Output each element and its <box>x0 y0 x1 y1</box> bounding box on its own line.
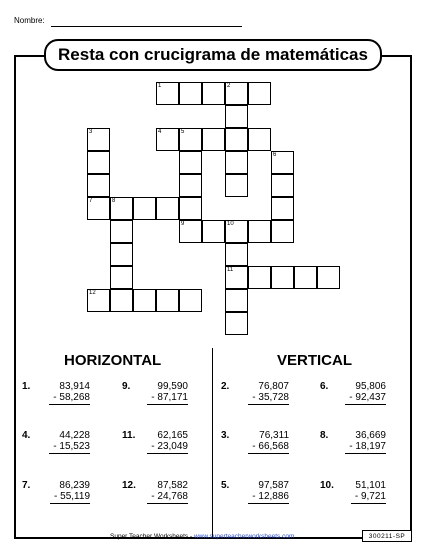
problem-number: 12. <box>122 480 136 491</box>
crossword-cell[interactable] <box>225 312 248 335</box>
subtrahend: - 92,437 <box>345 392 386 405</box>
minuend: 36,669 <box>355 430 386 441</box>
crossword-cell[interactable] <box>271 151 294 174</box>
horizontal-problem <box>122 381 188 421</box>
clue-number: 1 <box>158 83 162 89</box>
clue-number: 12 <box>89 290 96 296</box>
clue-number: 3 <box>89 129 93 135</box>
horizontal-problem <box>122 480 188 520</box>
minuend: 99,590 <box>157 381 188 392</box>
crossword-cell[interactable] <box>202 82 225 105</box>
clue-number: 9 <box>181 221 185 227</box>
minuend: 83,914 <box>59 381 90 392</box>
clue-number: 7 <box>89 198 93 204</box>
crossword-cell[interactable] <box>225 128 248 151</box>
minuend: 76,807 <box>258 381 289 392</box>
crossword-cell[interactable] <box>271 197 294 220</box>
minuend: 87,582 <box>157 480 188 491</box>
problem-number: 3. <box>221 430 230 441</box>
vertical-problem <box>221 480 289 520</box>
crossword-cell[interactable] <box>202 128 225 151</box>
crossword-cell[interactable] <box>156 289 179 312</box>
clue-number: 5 <box>181 129 185 135</box>
subtrahend: - 15,523 <box>49 441 90 454</box>
problem-number: 11. <box>122 430 136 441</box>
clue-number: 2 <box>227 83 231 89</box>
minuend: 62,165 <box>157 430 188 441</box>
problem-number: 5. <box>221 480 230 491</box>
vertical-problem <box>221 430 289 470</box>
crossword-cell[interactable] <box>110 197 133 220</box>
crossword-cell[interactable] <box>225 289 248 312</box>
crossword-cell[interactable] <box>202 220 225 243</box>
crossword-cell[interactable] <box>110 220 133 243</box>
crossword-cell[interactable] <box>179 151 202 174</box>
footer-credit <box>110 533 294 540</box>
crossword-cell[interactable] <box>87 289 110 312</box>
crossword-cell[interactable] <box>156 82 179 105</box>
crossword-cell[interactable] <box>248 266 271 289</box>
vertical-heading: VERTICAL <box>277 352 352 369</box>
subtrahend: - 87,171 <box>147 392 188 405</box>
crossword-cell[interactable] <box>225 105 248 128</box>
horizontal-problem <box>22 480 90 520</box>
crossword-cell[interactable] <box>179 82 202 105</box>
horizontal-problem <box>22 430 90 470</box>
worksheet-code: 300211-SP <box>362 530 412 542</box>
subtrahend: - 55,119 <box>50 491 90 504</box>
subtrahend: - 66,568 <box>248 441 289 454</box>
subtrahend: - 9,721 <box>351 491 386 504</box>
clue-number: 10 <box>227 221 234 227</box>
footer-url[interactable]: www.superteacherworksheets.com <box>193 533 295 540</box>
name-line[interactable] <box>51 26 242 27</box>
subtrahend: - 58,268 <box>49 392 90 405</box>
minuend: 95,806 <box>355 381 386 392</box>
crossword-cell[interactable] <box>271 220 294 243</box>
minuend: 44,228 <box>59 430 90 441</box>
crossword-cell[interactable] <box>156 197 179 220</box>
clue-number: 4 <box>158 129 162 135</box>
vertical-problem <box>320 381 386 421</box>
name-label: Nombre: <box>14 16 45 25</box>
problem-number: 8. <box>320 430 329 441</box>
crossword-cell[interactable] <box>156 128 179 151</box>
crossword-cell[interactable] <box>317 266 340 289</box>
problem-number: 9. <box>122 381 131 392</box>
clue-number: 11 <box>227 267 234 273</box>
crossword-cell[interactable] <box>294 266 317 289</box>
crossword-cell[interactable] <box>179 289 202 312</box>
clue-number: 8 <box>112 198 116 204</box>
problem-number: 7. <box>22 480 31 491</box>
problem-number: 2. <box>221 381 230 392</box>
crossword-cell[interactable] <box>271 174 294 197</box>
subtrahend: - 24,768 <box>147 491 188 504</box>
crossword-cell[interactable] <box>248 128 271 151</box>
crossword-cell[interactable] <box>225 266 248 289</box>
crossword-cell[interactable] <box>179 197 202 220</box>
subtrahend: - 12,886 <box>248 491 289 504</box>
crossword-cell[interactable] <box>179 174 202 197</box>
subtrahend: - 23,049 <box>147 441 188 454</box>
horizontal-problem <box>22 381 90 421</box>
crossword-cell[interactable] <box>248 82 271 105</box>
vertical-problem <box>320 430 386 470</box>
crossword-cell[interactable] <box>225 243 248 266</box>
crossword-cell[interactable] <box>110 243 133 266</box>
crossword-cell[interactable] <box>179 220 202 243</box>
crossword-cell[interactable] <box>133 289 156 312</box>
crossword-cell[interactable] <box>179 128 202 151</box>
minuend: 51,101 <box>355 480 386 491</box>
footer-site: Super Teacher Worksheets - <box>110 533 194 540</box>
crossword-cell[interactable] <box>225 82 248 105</box>
subtrahend: - 35,728 <box>248 392 289 405</box>
minuend: 76,311 <box>259 430 289 441</box>
crossword-cell[interactable] <box>133 197 156 220</box>
crossword-cell[interactable] <box>87 197 110 220</box>
clue-number: 6 <box>273 152 277 158</box>
crossword-cell[interactable] <box>87 174 110 197</box>
crossword-cell[interactable] <box>110 289 133 312</box>
horizontal-heading: HORIZONTAL <box>64 352 162 369</box>
vertical-problem <box>320 480 386 520</box>
problem-number: 1. <box>22 381 31 392</box>
crossword-cell[interactable] <box>225 151 248 174</box>
problem-number: 10. <box>320 480 334 491</box>
column-divider <box>212 348 213 538</box>
minuend: 97,587 <box>258 480 289 491</box>
crossword-cell[interactable] <box>225 220 248 243</box>
minuend: 86,239 <box>59 480 90 491</box>
subtrahend: - 18,197 <box>345 441 386 454</box>
problem-number: 4. <box>22 430 31 441</box>
crossword-cell[interactable] <box>87 128 110 151</box>
problem-number: 6. <box>320 381 329 392</box>
crossword-cell[interactable] <box>110 266 133 289</box>
worksheet-title: Resta con crucigrama de matemáticas <box>44 39 382 71</box>
crossword-cell[interactable] <box>271 266 294 289</box>
crossword-cell[interactable] <box>87 151 110 174</box>
vertical-problem <box>221 381 289 421</box>
horizontal-problem <box>122 430 188 470</box>
crossword-cell[interactable] <box>248 220 271 243</box>
crossword-cell[interactable] <box>225 174 248 197</box>
